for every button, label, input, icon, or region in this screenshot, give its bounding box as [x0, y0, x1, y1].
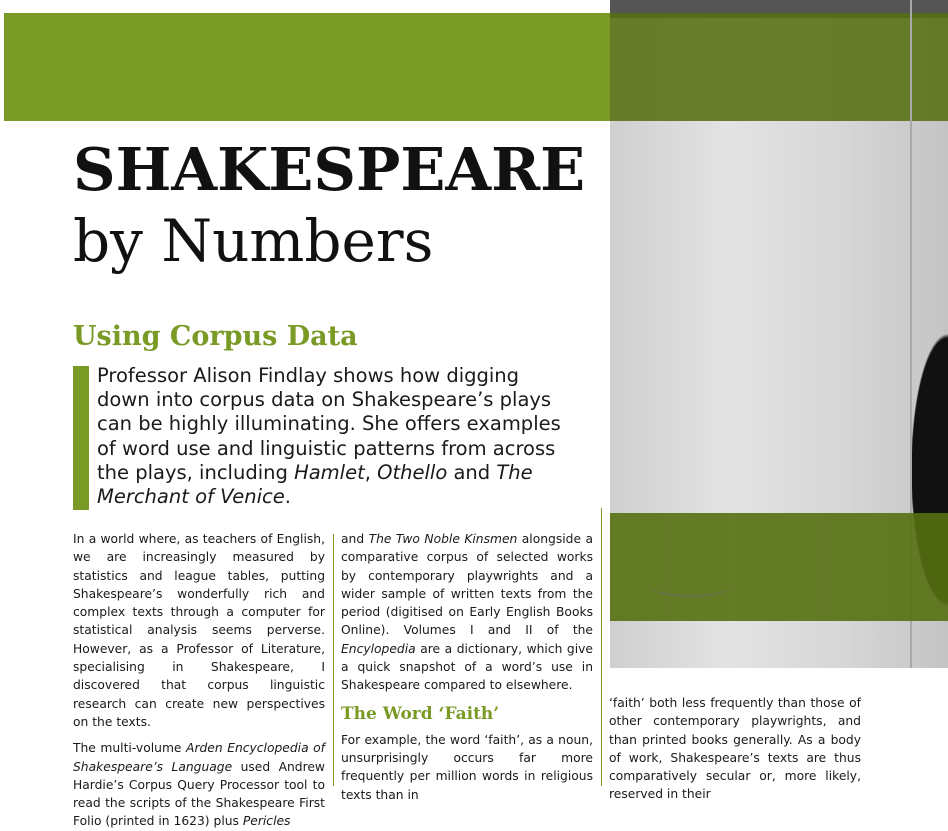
intro-work-merchant: The Merchant of Venice [97, 460, 533, 509]
body-title-italic: Pericles [242, 814, 291, 829]
intro-sep: , [364, 460, 378, 484]
body-column-3 [609, 694, 861, 802]
photo-scribble [650, 575, 730, 597]
intro-end: . [284, 485, 291, 509]
body-title-italic: Arden Encyclopedia of Shakespeare’s Language [73, 741, 326, 774]
photo [610, 0, 948, 668]
body-paragraph: ‘faith’ both less frequently than those of other contemporary playwrights, and than printed books generally. As a body of work, Shakespeare’s texts are thus comparatively secular or, more likely, reserved in their [609, 696, 861, 802]
body-text: alongside a comparative corpus of selected works by contemporary playwrights and a wider sample of written texts from the period (digitised on Early English Books Online). Volumes I and II of the [341, 532, 594, 638]
body-text: and [341, 532, 369, 546]
subheading-faith: The Word ‘Faith’ [341, 703, 500, 724]
body-text: The multi-volume [73, 741, 187, 756]
column-rule [601, 508, 602, 786]
body-paragraph [73, 739, 325, 830]
intro-work-hamlet: Hamlet [294, 460, 365, 484]
body-text: are a dictionary, which give a quick snapshot of a word’s use in Shakespeare compared to elsewhere. [341, 641, 593, 693]
column-rule [333, 534, 334, 786]
body-title-italic: Encylopedia [341, 641, 416, 656]
body-paragraph: For example, the word ‘faith’, as a noun, unsurprisingly occurs far more frequently per million words in religious texts than in [341, 732, 593, 802]
intro-accent-bar [73, 366, 89, 510]
article-subtitle: by Numbers [73, 207, 434, 275]
body-paragraph [341, 530, 593, 695]
photo-green-overlay-bottom [610, 513, 948, 621]
body-column-2 [341, 530, 594, 802]
photo-green-overlay-top [610, 13, 948, 121]
intro-work-othello: Othello [377, 460, 448, 484]
body-paragraph: In a world where, as teachers of English, we are increasingly measured by statistics and league tables, putting Shakespeare’s wonderfully rich and complex texts through a computer for statistical analysis seems perverse. However, as a Professor of Literature, specialising in Shakespeare, I discovered that corpus linguistic research can create new perspectives on the texts. [73, 532, 325, 729]
article-title: SHAKESPEARE [73, 135, 586, 204]
intro-text: Professor Alison Findlay shows how digging down into corpus data on Shakespeare’s plays can be highly illuminating. She offers examples of word use and linguistic patterns from across the plays, including [97, 364, 561, 484]
body-text: used Andrew Hardie’s Corpus Query Processor tool to read the scripts of the Shakespeare First Folio (printed in 1623) plus [73, 759, 325, 829]
body-title-italic: The Two Noble Kinsmen [368, 532, 518, 546]
intro-sep: and [447, 460, 497, 484]
header-green-band [4, 13, 610, 121]
section-heading: Using Corpus Data [73, 321, 358, 352]
intro-paragraph [97, 364, 577, 509]
body-column-1 [73, 530, 326, 829]
